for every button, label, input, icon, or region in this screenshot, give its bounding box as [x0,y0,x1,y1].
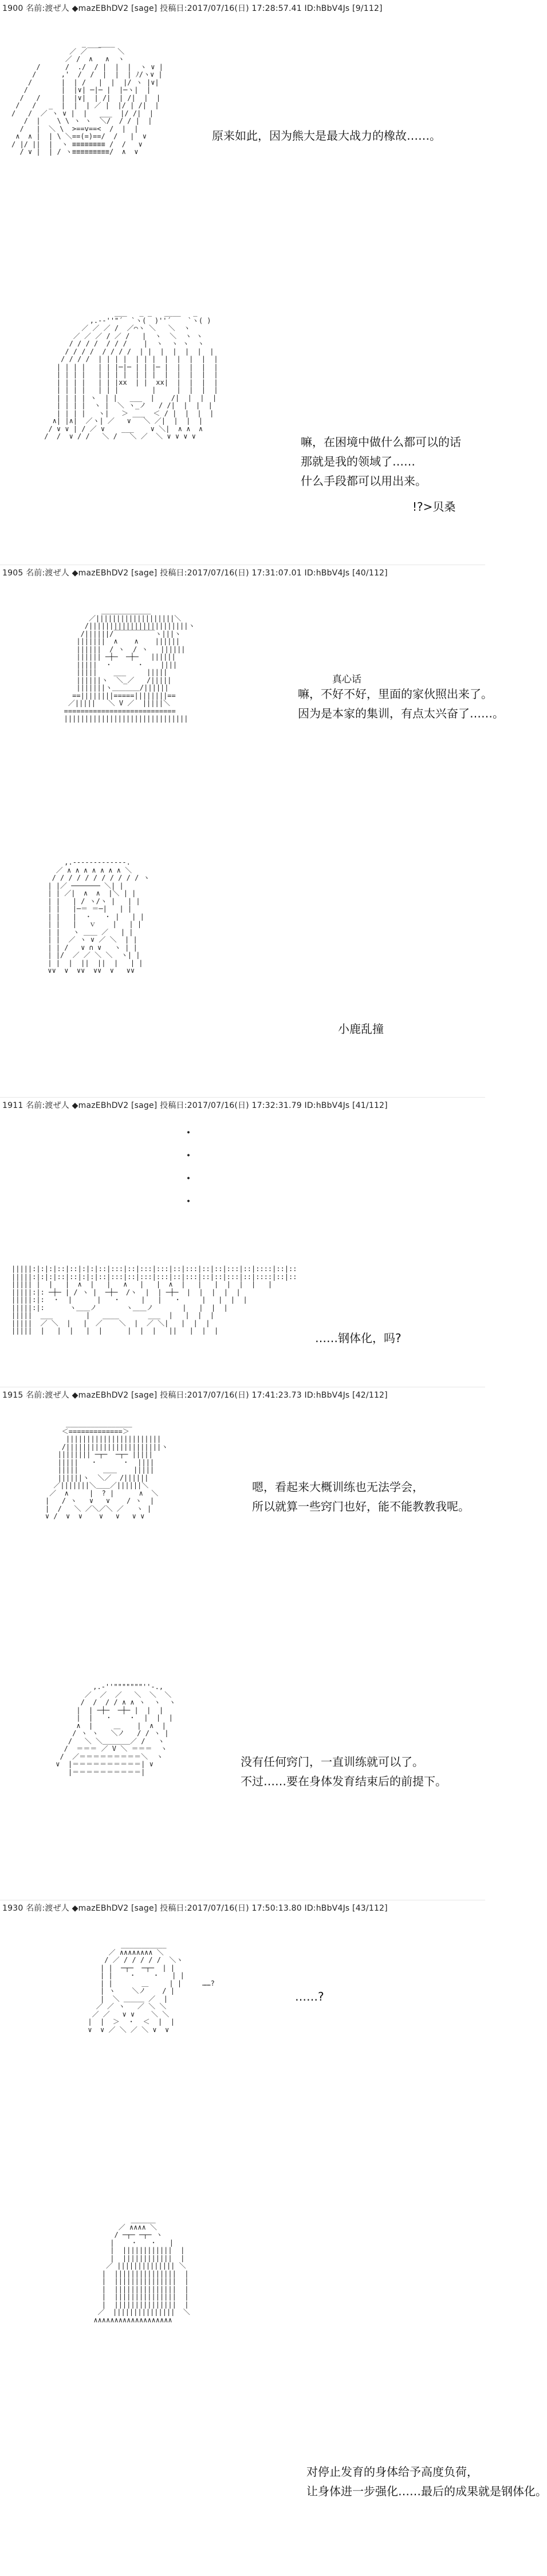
dialog-text: 让身体进一步强化……最后的成果就是钢体化。 [306,2484,547,2498]
post-header: 1915 名前:渡ぜ人 ◆mazEBhDV2 [sage] 投稿日:2017/07/16(日) 17:41:23.73 ID:hBbV4Js [42/112] [2,1391,388,1400]
ascii-art: ______ ／ ∧∧∧∧ ＼ / ─┬─ ─┬─ ヽ | ・ ・ | | |||||||||||| | | |||||||||||| | ／ |||||||||||||| ＼ | ||||||||||||||| | | ||||||||||||||| | | ||||||||||||||| | | ||||||||||||||| | | ||||||||||||||| | ／ ||||||||||||||| ＼ ∧∧∧∧∧∧∧∧∧∧∧∧∧∧∧∧∧∧∧ [93,2215,190,2324]
dialog-text: 因为是本家的集训，有点太兴奋了……。 [298,707,504,720]
ascii-art: ___ _ _ ____ _ ,.-‐''"´ `ヽ( )''´ `ヽ( ) ／ ／ ／ / ／⌒ヽ ＼ ＼ ヽ ／ ／ ／ / ／ / | ヽ ＼ ヽ ヽ / / / / / / / | ヽ ヽ ヽ ヽ / / / / / / / / | | | | | | | / / / / | | | | | | | | | | | | | | | | | | |─|─ | | |─ | | | | | | | | | | | | | | | | | | | | | | | | | | | |xx | | xx| | | | | | | | | | | | | | | | | | | | | ヽ | | ___ | /| | | | | | | | ヽ | ＼ ヽ_ノ / /| | | | | | | | ヽ| ＞ ___ ＜ / | | | | ∧| |∧| ／ヽ| ／ ∨ ＼ ／| | | | / ∨ ∨ | / ／ ∨ ___ ∨ ＼| ∧ ∧ ∧ / / ∨ / / ＼ / ＼ ／ ＼ ∨ ∨ ∨ ∨ [44,309,218,440]
dialog-text: 那就是我的领域了…… [301,455,415,468]
ascii-art: ,.-------------. ／ ∧ ∧ ∧ ∧ ∧ ∧ ∧ ＼ / / / / / / / / / / / ヽ | |／ ─────── ＼| | | | ／| ∧ ∧ |＼ | | | | | / ヽ/ヽ | | | | | |─＝ ＝─| | | | | | ・ ・ | | | | | | ｖ | | | | | ヽ ＿＿ ／ | | | | ／ ヽ ∨ ／ ＼ | | | | / ∨ ∩ ∨ ヽ | | | |/ ／ ／ ＼ ＼ ヽ| | | | | || || | | | ∨∨ ∨ ∨∨ ∨∨ ∨ ∨∨ [48,858,150,975]
dialog-text: 什么手段都可以用出来。 [301,474,427,488]
ascii-art: _ ____ ／ ／￣￣ ＼ ／ / ∧ ∧ ヽ / / ./ / | | | ヽ ∨ | / ,' / / | | | ﾉ/ヽ∨ | / | | / | | |/ ヽ |∨| / | |∨| ─|─ | |─ヽ| | / / | |∨| | /| | /| | | / / _ | | | ／ | |/ | /| | / / ／ ヽ ∨ | | ___ |/ /| | / | \ \ ヽ ヽ ＼/ / / | | / | ＼ \ >==v==< / | | ∧ ∧ | | \ ＼==(=)==/ / | ∨ / |/ || | ヽ ≡≡≡≡≡≡≡≡ / / ∨ / ∨ | | / ヽ≡≡≡≡≡≡≡≡≡/ ∧ ∨ [11,40,163,156]
dialog-text: 嗯，看起来大概训练也无法学会， [252,1480,424,1494]
ellipsis-dots: ・ ・ ・ ・ [182,1126,195,1209]
ascii-art: |||||:|:|:|::|::|:|:|::|:::|::|:::|:::|::|:::|::|::|:::|::|::::|::|:: |||||:|:|:|::|::|:|:|::|:::|::|:::|:::|::|:::|::|::|:::|::|::::|::|:: ||||| | | | ∧ | | ∧ | | ∧ | | | | | | | |||||:|: ─┼─ | / ヽ | ─┼─ /ヽ | | ─┼─ | | | | | |||||:|: ・ | | ・ | | ・ | | | | |||||:|: ヽ＿＿ノ ヽ＿＿ノ | | | | ||||| ___ | ____ ___ | | | | ||||| ／ ＼ | | ／ ＼ | ／ ＼| | | | ||||| | | | | | | | | || | | | [11,1265,297,1335]
post-header: 1930 名前:渡ぜ人 ◆mazEBhDV2 [sage] 投稿日:2017/07/16(日) 17:50:13.80 ID:hBbV4Js [43/112] [2,1904,388,1913]
post-header: 1900 名前:渡ぜ人 ◆mazEBhDV2 [sage] 投稿日:2017/07/16(日) 17:28:57.41 ID:hBbV4Js [9/112] [2,4,383,13]
separator [0,1097,485,1098]
post-header: 1905 名前:渡ぜ人 ◆mazEBhDV2 [sage] 投稿日:2017/07/16(日) 17:31:07.01 ID:hBbV4Js [40/112] [2,569,388,578]
dialog-text: 小鹿乱撞 [338,1022,384,1036]
dialog-text: !?>贝桑 [412,500,456,514]
ascii-art: ___________ ／ ∧∧∧∧∧∧∧∧ ＼ / ／ / / / / / ＼ヽ | | ─┬─ ─┬─ | | | | ・ ・ | | | | ＿ | | ……? | ヽ ＼ノ / | | ＼ ＿＿＿ ／ | ／ ／ ヽ ／ ＼ ＼ ／ ／ ∨ ∨ ＼ ＼ | | ＞ ・ ＜ | | ∨ ∨ ／ ＼ ／ ＼ ∨ ∨ [88,1940,215,2034]
dialog-text: 真心话 [332,674,361,685]
dialog-text: 所以就算一些窍门也好，能不能教教我呢。 [252,1500,470,1513]
dialog-text: 嘛，不好不好，里面的家伙照出来了。 [298,687,493,701]
dialog-text: 原来如此，因为熊大是最大战力的橡故……。 [212,129,441,143]
dialog-text: 嘛，在困境中做什么都可以的话 [301,435,461,449]
ascii-art: ________________ ＜=============＞ ||||||||||||||||||||||| /|||||||||||||||||||||||ヽ |||||||| ─┬─ ─┬─ ||||| ||||| ・ ・ |||| ||||| ＿＿ ||||| ||||||ヽ ＼／ /|||||| ／|||||||＼＿＿／||||||＼ ／ ∧ | ? | ∧ ＼ | / ヽ ∨ ∨ / ヽ | | / ＼ ／＼／＼ ／ ヽ | ∨ / ∨ ∨ ∨ ∨ ∨ ∨ [45,1419,168,1520]
dialog-text: 没有任何窍门，一直训练就可以了。 [241,1755,424,1769]
ascii-art: ,.-''"""""""''-., ／ ／ ／ ＼ ＼ ＼ / / / / ∧ ∧ ヽ ヽ ヽ | | ─┼─ ─┼─ | | | | | ・ ・ | | | ∧ | ＿ | ∧ | / ヽ ヽ ＼ノ / / ヽ | / ＼ ＼＿＿＿＿／ / ヽ / ＝＝＝ ／ V ＼ ＝＝＝ ヽ / ／＝＝＝＝＝＝＝＝＝＼ ヽ ∨ |＝＝＝＝＝＝＝＝＝＝| ∨ |＝＝＝＝＝＝＝＝＝＝| [56,1683,176,1776]
dialog-text: 不过……要在身体发育结束后的前提下。 [241,1774,447,1788]
dialog-text: ……? [295,1990,324,2003]
ascii-art: ____________ ／|||||||||||||||||||＼ /||||||||||||||||||||||||ヽ /||||||/￣￣￣￣￣￣ヽ|||ヽ ||||||| ∧ ∧ |||||| |||||| / ヽ / ヽ |||||| |||||| ─┼─ ─┼─ |||||| ||||| ・ ・ |||| ||||| ___ ||||| ||||||ヽ ＼_／ /||||| |||||||ヽ＿＿＿＿/|||||| ==||||||||=====||||||||== ／||||| ＼ V ／ |||||＼ =========================== |||||||||||||||||||||||||||||| [64,606,195,723]
dialog-text: 对停止发育的身体给予高度负荷， [306,2465,478,2479]
post-header: 1911 名前:渡ぜ人 ◆mazEBhDV2 [sage] 投稿日:2017/07/16(日) 17:32:31.79 ID:hBbV4Js [41/112] [2,1101,388,1110]
dialog-text: ……钢体化，吗? [315,1331,402,1345]
